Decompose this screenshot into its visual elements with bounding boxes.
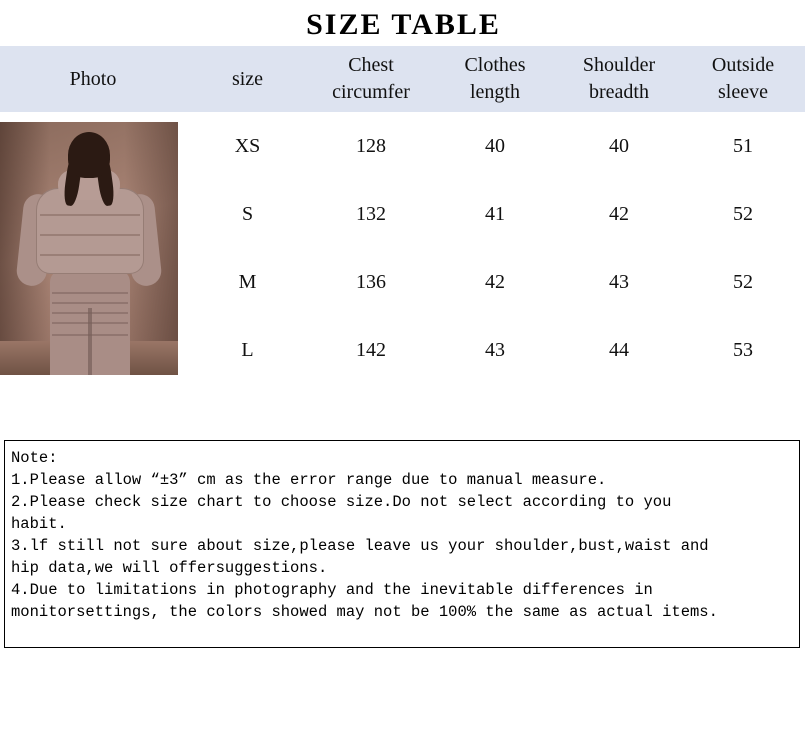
column-header-chest-line2: circumfer [332,81,410,103]
cell-shoulder: 42 [609,202,629,225]
notes-title: Note: [11,449,58,467]
cell-chest: 142 [356,338,386,361]
column-header-sleeve-line1: Outside [711,54,775,76]
cell-length: 41 [485,202,505,225]
table-row [0,112,805,180]
table-body [0,112,805,384]
table-header-row [0,46,805,112]
cell-size: M [238,270,257,293]
column-header-sleeve [681,46,805,112]
product-photo-cell [0,112,186,384]
cell-chest: 132 [356,202,386,225]
column-header-shoulder [557,46,681,112]
cell-sleeve: 52 [733,202,753,225]
column-header-photo [0,46,186,112]
column-header-length-line1: Clothes [464,54,526,76]
column-header-sleeve-line2: sleeve [718,81,768,103]
note-line: 1.Please allow “±3” cm as the error range due to manual measure. [11,471,607,489]
note-line: 3.lf still not sure about size,please leave us your shoulder,bust,waist and [11,537,709,555]
note-line: habit. [11,515,67,533]
note-line: 4.Due to limitations in photography and the inevitable differences in [11,581,653,599]
cell-size: XS [234,134,261,157]
note-line: 2.Please check size chart to choose size.Do not select according to you [11,493,672,511]
cell-length: 43 [485,338,505,361]
cell-chest: 136 [356,270,386,293]
cell-length: 42 [485,270,505,293]
column-header-size [186,46,309,112]
notes-box [4,440,800,648]
column-header-length [433,46,557,112]
cell-sleeve: 52 [733,270,753,293]
column-header-chest [309,46,433,112]
cell-shoulder: 43 [609,270,629,293]
size-table [0,46,805,384]
cell-size: L [241,338,254,361]
note-line: hip data,we will offersuggestions. [11,559,328,577]
note-line: monitorsettings, the colors showed may not be 100% the same as actual items. [11,603,718,621]
cell-shoulder: 40 [609,134,629,157]
page-title: SIZE TABLE [306,8,501,41]
column-header-chest-line1: Chest [348,54,394,76]
cell-size: S [241,202,254,225]
product-photo [0,122,178,375]
column-header-photo-line1: Photo [69,67,117,90]
column-header-shoulder-line1: Shoulder [582,54,656,76]
cell-length: 40 [485,134,505,157]
cell-shoulder: 44 [609,338,629,361]
cell-sleeve: 53 [733,338,753,361]
column-header-length-line2: length [470,81,520,103]
cell-chest: 128 [356,134,386,157]
cell-sleeve: 51 [733,134,753,157]
column-header-size-line1: size [231,67,264,90]
column-header-shoulder-line2: breadth [589,81,649,103]
